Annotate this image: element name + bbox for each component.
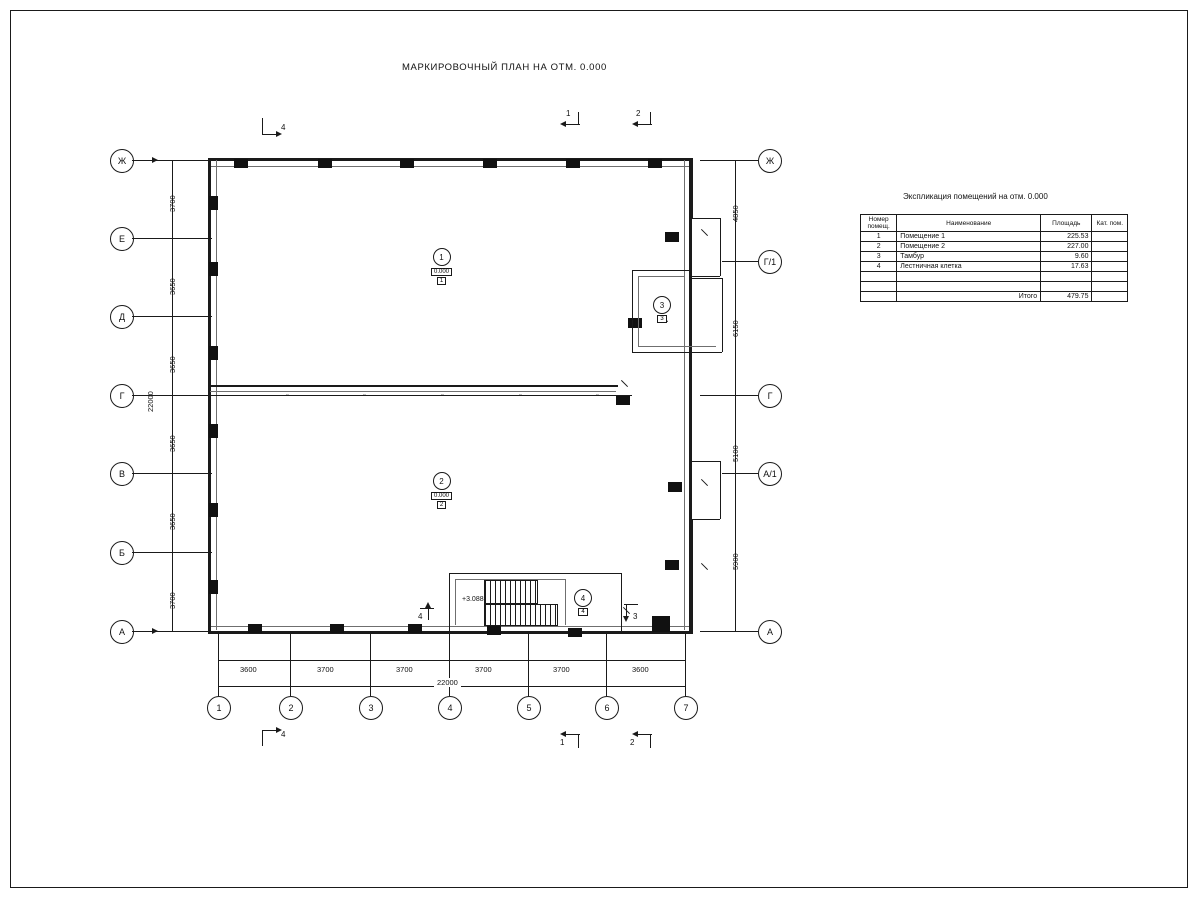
axis-line <box>700 631 758 632</box>
axis-line <box>700 160 758 161</box>
axis-bubble-left-5: В <box>110 462 134 486</box>
dim-left-2: 3650 <box>168 278 177 295</box>
right-annex-edge <box>692 519 693 634</box>
cell-name: Помещение 1 <box>897 232 1041 242</box>
axis-bubble-bottom-1: 1 <box>207 696 231 720</box>
axis-bubble-left-7: А <box>110 620 134 644</box>
room-level: 0.000 <box>431 492 452 500</box>
column <box>652 616 670 632</box>
tambour-wall <box>690 278 722 279</box>
cell-area: 225.53 <box>1041 232 1092 242</box>
axis-line <box>722 473 758 474</box>
col-header-name: Наименование <box>897 215 1041 232</box>
dim-right-4: 5900 <box>731 553 740 570</box>
dim-left-1: 3700 <box>168 195 177 212</box>
section-mark-top-left: 4 <box>281 123 286 132</box>
cell-area: 17.63 <box>1041 262 1092 272</box>
dim-left-6: 3700 <box>168 592 177 609</box>
right-annex-line <box>720 461 721 519</box>
wall-top-inner <box>211 166 689 167</box>
cell-category <box>1092 272 1128 282</box>
col-header-area: Площадь <box>1041 215 1092 232</box>
stair-level-mark: +3.088 <box>462 596 484 603</box>
axis-bubble-bottom-5: 5 <box>517 696 541 720</box>
dim-right-2: 6150 <box>731 320 740 337</box>
cell-name <box>897 272 1041 282</box>
schedule-title: Экспликация помещений на отм. 0.000 <box>903 192 1048 201</box>
column <box>209 503 218 517</box>
room-number-bubble: 3 <box>653 296 671 314</box>
cell-number: 3 <box>861 252 897 262</box>
dim-left-3: 3650 <box>168 356 177 373</box>
cell-name: Помещение 2 <box>897 242 1041 252</box>
axis-bubble-bottom-7: 7 <box>674 696 698 720</box>
dim-right-3: 5100 <box>731 445 740 462</box>
dim-left-4: 3650 <box>168 435 177 452</box>
cell-name <box>897 282 1041 292</box>
room-number-bubble: 1 <box>433 248 451 266</box>
tambour-wall <box>632 270 690 271</box>
axis-line <box>722 261 758 262</box>
table-row <box>861 242 1128 252</box>
right-annex-line <box>692 218 720 219</box>
axis-bubble-right-5: А <box>758 620 782 644</box>
column <box>408 624 422 633</box>
stair-flight-down <box>484 604 558 626</box>
room-number-bubble: 2 <box>433 472 451 490</box>
table-header-row <box>861 215 1128 232</box>
dim-chain-bottom <box>218 660 685 661</box>
cell-number <box>861 272 897 282</box>
cell-category <box>1092 282 1128 292</box>
column <box>483 159 497 168</box>
column <box>648 159 662 168</box>
wall-right-inner <box>684 160 685 630</box>
section-mark-bottom-left: 4 <box>281 730 286 739</box>
column <box>487 626 501 635</box>
dim-bottom-1: 3600 <box>240 665 257 674</box>
tambour-wall-inner <box>638 276 684 277</box>
stair-outline-inner <box>455 579 456 625</box>
dim-bottom-5: 3700 <box>553 665 570 674</box>
cell-category <box>1092 262 1128 272</box>
cell-area: 227.00 <box>1041 242 1092 252</box>
axis-line <box>700 395 758 396</box>
col-header-number: Номер помещ. <box>861 215 897 232</box>
axis-bubble-left-2: Е <box>110 227 134 251</box>
section-mark-inner-left: 4 <box>418 612 423 621</box>
room-level: 0.000 <box>431 268 452 276</box>
tambour-wall <box>632 270 633 352</box>
section-mark-top-right: 2 <box>636 109 641 118</box>
column <box>668 482 682 492</box>
cell-area: 9.60 <box>1041 252 1092 262</box>
cell-number: 4 <box>861 262 897 272</box>
cell-category <box>1092 242 1128 252</box>
axis-bubble-right-2: Г/1 <box>758 250 782 274</box>
room-tag-4 <box>574 589 592 616</box>
column <box>400 159 414 168</box>
column <box>665 232 679 242</box>
column <box>248 624 262 633</box>
page-title: МАРКИРОВОЧНЫЙ ПЛАН НА ОТМ. 0.000 <box>402 62 607 73</box>
column <box>234 159 248 168</box>
column <box>209 262 218 276</box>
column <box>209 580 218 594</box>
room-area-mark: 2 <box>437 501 446 509</box>
partition-axis-g <box>208 385 618 387</box>
column <box>209 424 218 438</box>
axis-line <box>685 634 686 696</box>
axis-line <box>132 395 632 396</box>
stair-outline-inner <box>565 579 566 625</box>
section-mark-top-mid: 1 <box>566 109 571 118</box>
dim-bottom-2: 3700 <box>317 665 334 674</box>
table-row <box>861 272 1128 282</box>
room-area-mark: 1 <box>437 277 446 285</box>
axis-bubble-left-4: Г <box>110 384 134 408</box>
cell-number: 2 <box>861 242 897 252</box>
right-annex-line <box>720 218 721 276</box>
stair-outline <box>621 573 622 631</box>
tambour-wall-inner <box>638 276 639 346</box>
cell-number <box>861 282 897 292</box>
dim-bottom-total: 22000 <box>434 678 461 687</box>
total-value: 479.75 <box>1041 292 1092 302</box>
table-row <box>861 252 1128 262</box>
cell-area <box>1041 282 1092 292</box>
partition-axis-g-inner <box>210 391 616 392</box>
column <box>616 395 630 405</box>
col-header-category: Кат. пом. <box>1092 215 1128 232</box>
room-area-mark: 4 <box>578 608 587 616</box>
room-schedule-table <box>860 214 1128 302</box>
room-number-bubble: 4 <box>574 589 592 607</box>
cell-category <box>1092 252 1128 262</box>
column <box>209 346 218 360</box>
stair-flight-up <box>484 580 538 604</box>
room-area-mark: 3 <box>657 315 666 323</box>
section-mark-bottom-mid: 1 <box>560 738 565 747</box>
axis-bubble-left-1: Ж <box>110 149 134 173</box>
dim-left-total: 22000 <box>146 391 155 412</box>
section-mark-bottom-right: 2 <box>630 738 635 747</box>
wall-top <box>208 158 692 161</box>
axis-bubble-right-4: А/1 <box>758 462 782 486</box>
tambour-wall-inner <box>638 346 716 347</box>
right-annex-line <box>690 519 720 520</box>
dim-bottom-6: 3600 <box>632 665 649 674</box>
column <box>318 159 332 168</box>
axis-bubble-bottom-3: 3 <box>359 696 383 720</box>
total-label: Итого <box>897 292 1041 302</box>
table-row <box>861 232 1128 242</box>
axis-bubble-bottom-4: 4 <box>438 696 462 720</box>
room-tag-2 <box>431 472 452 509</box>
room-tag-3 <box>653 296 671 323</box>
table-total-row <box>861 292 1128 302</box>
right-annex-line <box>690 276 720 277</box>
cell-name: Тамбур <box>897 252 1041 262</box>
cell-name: Лестничная клетка <box>897 262 1041 272</box>
axis-bubble-bottom-2: 2 <box>279 696 303 720</box>
tambour-wall <box>632 352 722 353</box>
table-row <box>861 282 1128 292</box>
stair-outline <box>449 573 621 574</box>
column <box>209 196 218 210</box>
axis-bubble-right-1: Ж <box>758 149 782 173</box>
axis-bubble-left-6: Б <box>110 541 134 565</box>
stair-outline <box>449 573 450 631</box>
cell-category <box>1092 232 1128 242</box>
room-tag-1 <box>431 248 452 285</box>
axis-bubble-bottom-6: 6 <box>595 696 619 720</box>
column <box>665 560 679 570</box>
dim-right-1: 4850 <box>731 205 740 222</box>
section-mark-inner-right: 3 <box>633 612 638 621</box>
dim-bottom-4: 3700 <box>475 665 492 674</box>
cell-number: 1 <box>861 232 897 242</box>
column <box>330 624 344 633</box>
column <box>566 159 580 168</box>
cell-area <box>1041 272 1092 282</box>
table-row <box>861 262 1128 272</box>
wall-left <box>208 158 211 634</box>
dim-bottom-3: 3700 <box>396 665 413 674</box>
right-annex-line <box>692 461 720 462</box>
wall-bottom <box>208 631 692 634</box>
axis-bubble-right-3: Г <box>758 384 782 408</box>
wall-bottom-inner <box>211 626 689 627</box>
column <box>628 318 642 328</box>
dim-left-5: 3650 <box>168 513 177 530</box>
axis-bubble-left-3: Д <box>110 305 134 329</box>
sheet-border <box>10 10 1188 888</box>
column <box>568 628 582 637</box>
tambour-wall <box>722 278 723 352</box>
right-annex-edge <box>692 158 693 218</box>
